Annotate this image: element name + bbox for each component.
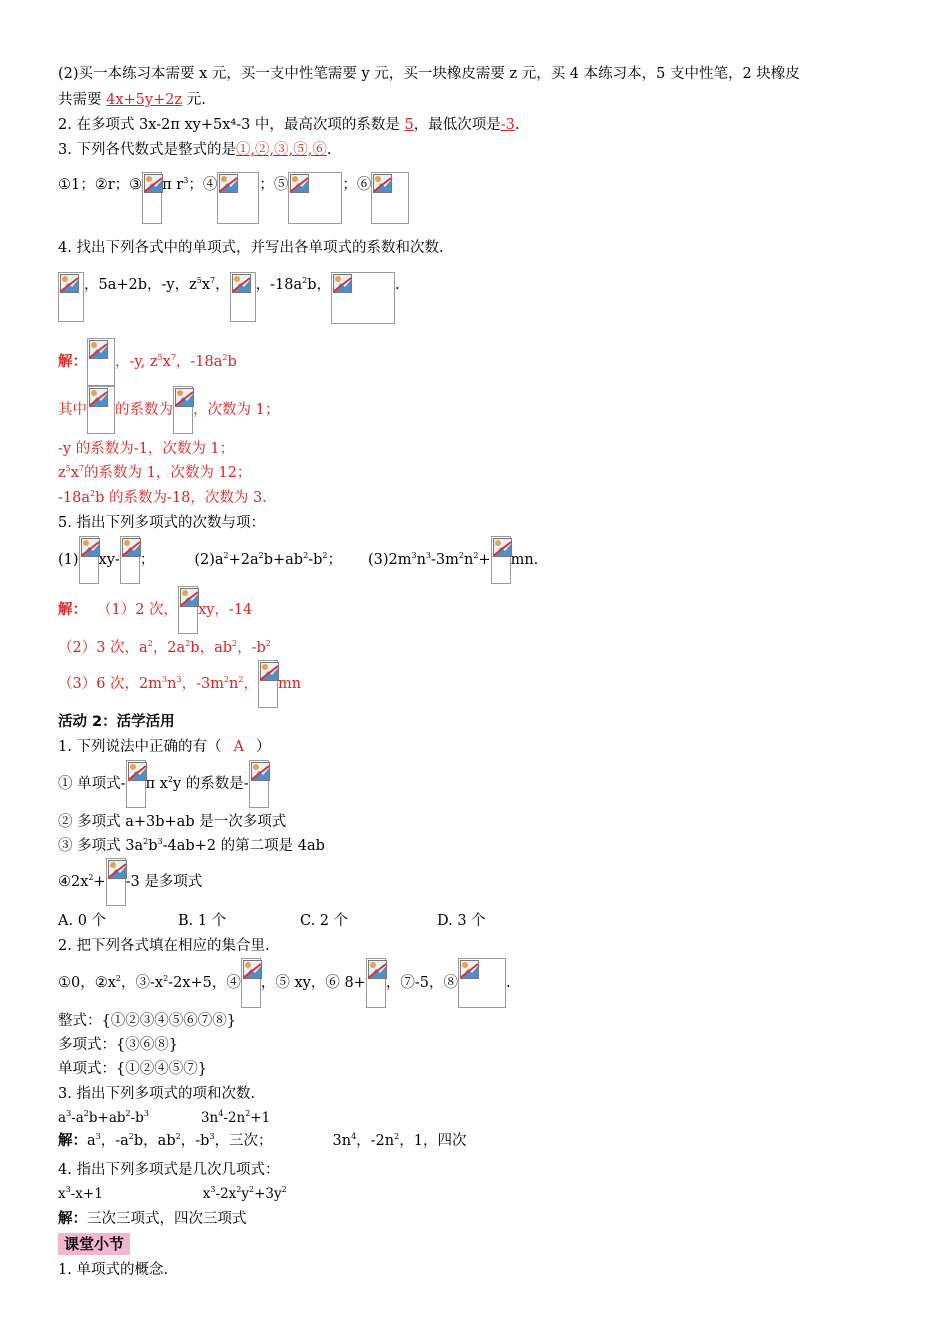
broken-image-icon: [173, 386, 193, 434]
problem-2-answer-line: 共需要 4x+5y+2z 元.: [58, 92, 206, 108]
broken-image-icon: [249, 760, 269, 808]
question-m2-items: ①0，$②x^2$，$③-x^2-2x+5$，④ ，⑤ xy，⑥ 8+ ，⑦-5，⑧ .: [58, 958, 511, 1008]
question-2: 2. 在多项式 3x-2π xy+5x⁴-3 中，最高次项的系数是 5，最低次项是-3.: [58, 117, 520, 133]
broken-image-icon: [491, 536, 511, 584]
question-m4: 4. 指出下列多项式是几次几项式：: [58, 1162, 280, 1178]
mcq-1-statement-4: $④2x^2+$ -3 是多项式: [58, 858, 202, 906]
broken-image-icon: [371, 172, 409, 224]
set-integral: 整式：{①②③④⑤⑥⑦⑧}: [58, 1013, 236, 1029]
broken-image-icon: [331, 272, 395, 324]
question-m4-expressions: $x^3-x+1$ $x^3-2x^2y^2+3y^2$: [58, 1185, 287, 1202]
broken-image-icon: [178, 586, 198, 634]
answer: 4x+5y+2z: [106, 92, 183, 108]
solution-5-line-2: （2）3 次，$a^2$，$2a^2b$，$ab^2$，$-b^2$: [58, 639, 271, 656]
broken-image-icon: [366, 958, 386, 1008]
question-3: 3. 下列各代数式是整式的是①,②,③,⑤,⑥.: [58, 142, 332, 158]
question-m2: 2. 把下列各式填在相应的集合里.: [58, 938, 270, 954]
broken-image-icon: [79, 536, 99, 584]
set-monomial: 单项式：{①②④⑤⑦}: [58, 1061, 207, 1077]
broken-image-icon: [458, 958, 506, 1008]
mcq-1-statement-3: ③ 多项式 $3a^2b^3-4ab+2$ 的第二项是 4ab: [58, 837, 325, 854]
broken-image-icon: [288, 172, 342, 224]
solution-4-line-2: 其中 的系数为 ，次数为 1；: [58, 386, 279, 434]
broken-image-icon: [241, 958, 261, 1008]
broken-image-icon: [120, 536, 140, 584]
broken-image-icon: [87, 338, 115, 386]
set-polynomial: 多项式：{③⑥⑧}: [58, 1037, 178, 1053]
summary-line-1: 1. 单项式的概念.: [58, 1262, 169, 1278]
broken-image-icon: [142, 172, 162, 224]
broken-image-icon: [217, 172, 259, 224]
solution-5-line-3: （3）6 次，$2m^3n^3$，$-3m^2n^2$， mn: [58, 660, 301, 708]
broken-image-icon: [230, 272, 256, 322]
question-5: 5. 指出下列多项式的次数与项：: [58, 515, 265, 531]
question-m3: 3. 指出下列多项式的项和次数.: [58, 1086, 256, 1102]
question-5-items: (1) xy- ； $(2)a^2+2a^2b+ab^2-b^2$； $(3)2m^3n^3-3m^2n^2+$ mn.: [58, 536, 538, 584]
mcq-1-statement-1: ① 单项式- π $x^2y$ 的系数是-: [58, 760, 269, 808]
answer: A: [233, 739, 244, 755]
answer-coefficient: 5: [404, 117, 414, 133]
solution-5-line-1: 解： （1）2 次， xy，-14: [58, 586, 252, 634]
question-3-items: ①1；②r；③ π $r^3$；④ ；⑤ ；⑥: [58, 172, 409, 226]
solution-4-line-3: -y 的系数为-1，次数为 1；: [58, 441, 235, 457]
broken-image-icon: [58, 272, 84, 322]
answer-lowest-term: -3: [500, 117, 515, 133]
problem-2-text: (2)买一本练习本需要 x 元，买一支中性笔需要 y 元，买一块橡皮需要 z 元，买 4 本练习本，5 支中性笔，2 块橡皮: [58, 66, 800, 82]
section-tag-summary: 课堂小节: [58, 1233, 130, 1255]
solution-m4: 解：三次三项式，四次三项式: [58, 1211, 247, 1227]
answer: ①,②,③,⑤,⑥: [235, 142, 327, 158]
question-4: 4. 找出下列各式中的单项式，并写出各单项式的系数和次数.: [58, 240, 444, 256]
broken-image-icon: [87, 386, 115, 434]
broken-image-icon: [106, 858, 126, 906]
solution-4-line-5: $-18a^2b$ 的系数为-18，次数为 3.: [58, 489, 267, 506]
mcq-1-statement-2: ② 多项式 a+3b+ab 是一次多项式: [58, 814, 287, 830]
mcq-1-options: [58, 911, 486, 931]
solution-4-line-1: 解： ，-y, $z^5x^7$，$-18a^2b$: [58, 338, 237, 386]
solution-4-line-4: $z^5x^7$的系数为 1，次数为 12；: [58, 464, 252, 481]
option-a[interactable]: A. 0 个: [58, 913, 107, 929]
broken-image-icon: [126, 760, 146, 808]
mcq-1: 1. 下列说法中正确的有（ A ）: [58, 739, 271, 755]
broken-image-icon: [258, 660, 278, 708]
option-d[interactable]: D. 3 个: [437, 913, 486, 929]
solution-m3: 解：$a^3$，$-a^2b$，$ab^2$，$-b^3$，三次； $3n^4$，$-2n^2$，1，四次: [58, 1132, 467, 1149]
activity-2-heading: 活动 2：活学活用: [58, 714, 175, 730]
option-c[interactable]: C. 2 个: [300, 913, 349, 929]
question-m3-expressions: $a^3-a^2b+ab^2-b^3$ $3n^4-2n^2+1$: [58, 1109, 271, 1126]
option-b[interactable]: B. 1 个: [178, 913, 227, 929]
question-4-items: ，5a+2b，-y，$z^5x^7$， ，$-18a^2b$， .: [58, 272, 400, 298]
